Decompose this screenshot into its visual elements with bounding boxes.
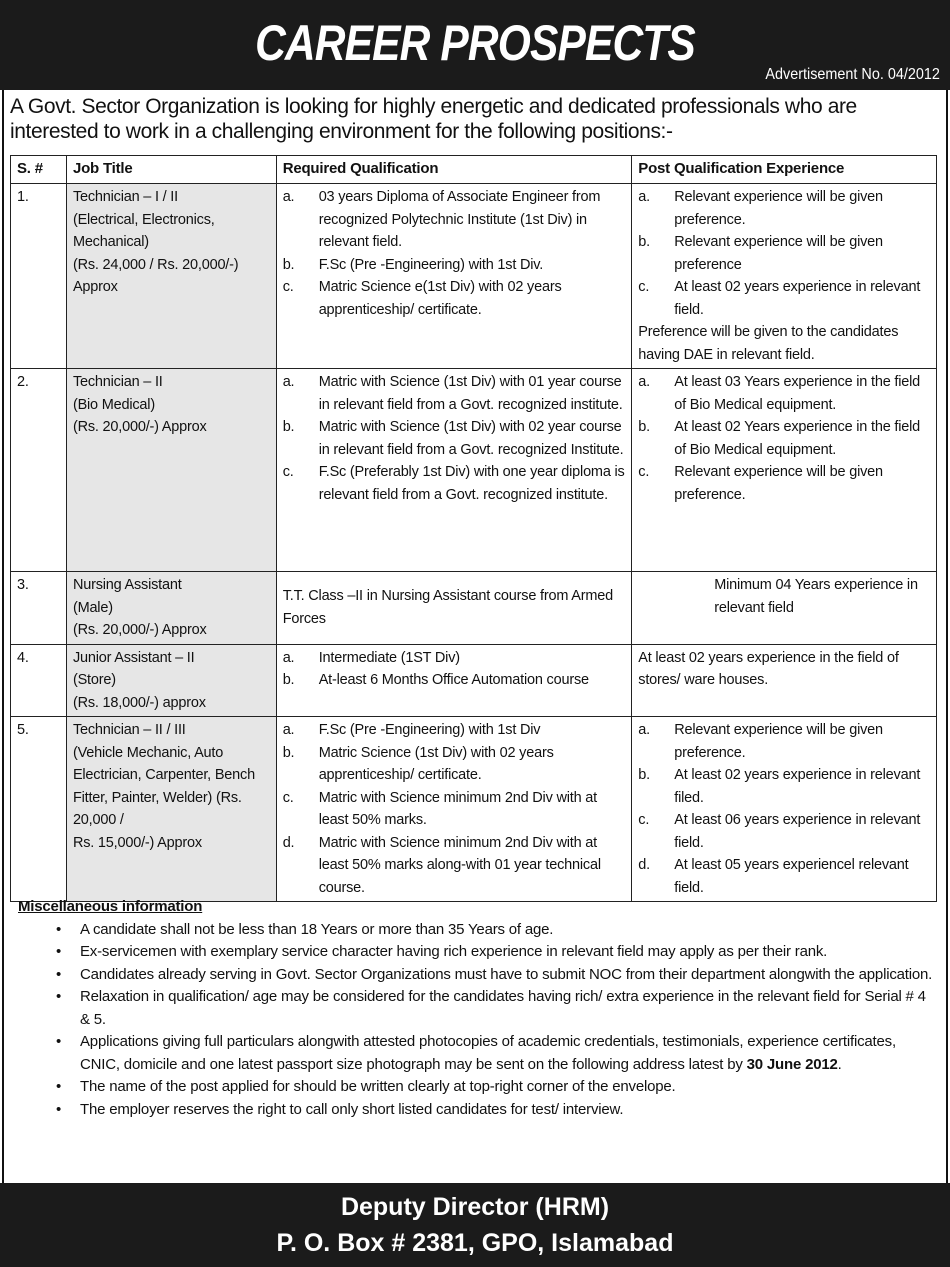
qualification-item [283, 832, 626, 900]
qualification-cell [276, 717, 632, 902]
misc-item-tail: . [837, 1055, 842, 1073]
footer-address [0, 1183, 950, 1267]
item-letter: c. [282, 789, 294, 806]
item-letter: a. [282, 189, 295, 205]
item-letter: b. [638, 767, 650, 783]
item-text: At-least 6 Months Office Automation course [318, 672, 589, 688]
job-title-line: (Vehicle Mechanic, Auto Electrician, Carpenter, Bench Fitter, Painter, Welder) (Rs. 20,000 / [72, 744, 255, 828]
qualification-item [283, 742, 626, 787]
misc-item [56, 1076, 938, 1099]
table-row [11, 644, 937, 717]
experience-item [638, 231, 930, 276]
item-letter: a. [282, 374, 295, 390]
table-row [11, 184, 937, 369]
qualification-cell [276, 572, 632, 645]
misc-item [56, 964, 938, 987]
item-text: F.Sc (Pre -Engineering) with 1st Div [318, 722, 541, 738]
serial-number: 3. [11, 572, 67, 645]
job-title-line: (Rs. 18,000/-) approx [72, 694, 206, 711]
serial-number: 5. [11, 717, 67, 902]
job-title-line: Junior Assistant – II [72, 649, 195, 666]
misc-item [56, 941, 938, 964]
item-text: Relevant experience will be given preference. [674, 722, 883, 761]
misc-list [18, 919, 938, 1122]
qualification-item [283, 647, 626, 670]
job-title-line: (Male) [72, 599, 113, 616]
qualification-item [283, 371, 626, 416]
misc-item [56, 1099, 938, 1122]
misc-item [56, 986, 938, 1031]
item-letter: b. [282, 744, 295, 761]
experience-cell [632, 572, 937, 645]
misc-item-text: Relaxation in qualification/ age may be considered for the candidates having rich/ extra experience in the relevant field for Serial # 4 & 5. [80, 988, 926, 1028]
job-title-cell [66, 572, 276, 645]
table-row [11, 369, 937, 572]
job-title-cell [66, 717, 276, 902]
item-letter: b. [638, 419, 650, 435]
experience-item [638, 719, 930, 764]
table-row [11, 717, 937, 902]
item-letter: d. [282, 834, 295, 851]
item-letter: d. [638, 857, 650, 873]
item-letter: b. [282, 672, 295, 688]
qualification-item [283, 416, 626, 461]
job-title-cell [66, 184, 276, 369]
item-text: Relevant experience will be given preference. [674, 464, 883, 503]
item-text: At least 02 Years experience in the field of Bio Medical equipment. [674, 419, 920, 458]
experience-cell [632, 717, 937, 902]
item-text: At least 06 years experience in relevant field. [674, 812, 921, 851]
item-text: Relevant experience will be given preference [674, 234, 883, 273]
item-letter: c. [638, 812, 650, 828]
qualification-text: T.T. Class –II in Nursing Assistant course from Armed Forces [282, 588, 613, 627]
advertisement-number: Advertisement No. 04/2012 [765, 66, 940, 83]
qualification-cell [276, 644, 632, 717]
job-title-line: Technician – II / III [72, 722, 186, 738]
qualification-cell [276, 369, 632, 572]
item-text: At least 03 Years experience in the field of Bio Medical equipment. [674, 374, 920, 413]
job-title-line: Technician – II [72, 374, 163, 390]
item-letter: c. [638, 279, 650, 295]
item-letter: b. [638, 234, 650, 250]
experience-note: Preference will be given to the candidates having DAE in relevant field. [638, 324, 899, 363]
job-title-line: (Electrical, Electronics, Mechanical) [72, 211, 215, 250]
serial-number: 4. [11, 644, 67, 717]
item-letter: b. [282, 419, 295, 435]
job-title-line: Rs. 15,000/-) Approx [72, 834, 202, 851]
serial-number: 1. [11, 184, 67, 369]
item-text: At least 02 years experience in relevant field. [674, 279, 921, 318]
item-text: Matric with Science (1st Div) with 01 year course in relevant field from a Govt. recognized institute. [318, 374, 623, 413]
experience-item [638, 764, 930, 809]
header-band [0, 0, 950, 90]
job-title-line: Technician – I / II [72, 189, 178, 205]
header-job-title: Job Title [66, 156, 276, 184]
experience-item [638, 461, 930, 506]
misc-item [56, 1031, 938, 1076]
experience-item [638, 809, 930, 854]
item-letter: a. [638, 189, 650, 205]
qualification-item [283, 461, 626, 506]
item-text: Intermediate (1ST Div) [318, 649, 460, 666]
qualification-item [283, 787, 626, 832]
qualification-item [283, 276, 626, 321]
experience-item [638, 416, 930, 461]
experience-item [638, 186, 930, 231]
item-text: Matric Science e(1st Div) with 02 years apprenticeship/ certificate. [318, 279, 562, 318]
item-text: F.Sc (Preferably 1st Div) with one year diploma is relevant field from a Govt. recognized institute. [318, 464, 625, 503]
serial-number: 2. [11, 369, 67, 572]
misc-section [18, 896, 938, 1121]
misc-heading: Miscellaneous information [18, 898, 203, 915]
job-title-cell [66, 369, 276, 572]
header-qualification: Required Qualification [276, 156, 632, 184]
item-text: At least 02 years experience in relevant filed. [674, 767, 921, 806]
footer-contact-title: Deputy Director (HRM) [340, 1193, 610, 1221]
item-letter: a. [638, 722, 650, 738]
item-letter: a. [282, 722, 295, 738]
item-letter: a. [282, 649, 295, 666]
header-sn: S. # [11, 156, 67, 184]
job-title-cell [66, 644, 276, 717]
item-letter: a. [638, 374, 650, 390]
item-letter: c. [282, 279, 294, 295]
misc-item-text: The name of the post applied for should be written clearly at top-right corner of the envelope. [80, 1078, 676, 1095]
item-letter: c. [638, 464, 650, 480]
footer-po-box: P. O. Box # 2381, GPO, Islamabad [276, 1229, 674, 1257]
item-letter: c. [282, 464, 294, 480]
experience-cell [632, 644, 937, 717]
experience-item [638, 276, 930, 321]
qualification-item [283, 186, 626, 254]
item-text: Matric with Science minimum 2nd Div with at least 50% marks along-with 01 year technical course. [318, 834, 601, 896]
job-title-line: (Store) [72, 672, 116, 688]
misc-item-text: The employer reserves the right to call only short listed candidates for test/ interview. [80, 1100, 624, 1118]
misc-item-text: Ex-servicemen with exemplary service character having rich experience in relevant field may apply as per their rank. [80, 943, 828, 960]
experience-cell [632, 184, 937, 369]
table-row [11, 572, 937, 645]
experience-cell [632, 369, 937, 572]
misc-item [56, 919, 938, 942]
table-header-row [11, 156, 937, 184]
qualification-item [283, 669, 626, 692]
job-title-line: (Rs. 24,000 / Rs. 20,000/-) Approx [72, 256, 239, 295]
page-title: CAREER PROSPECTS [255, 15, 695, 71]
qualification-item [283, 719, 626, 742]
job-title-line: (Rs. 20,000/-) Approx [72, 419, 207, 435]
header-experience: Post Qualification Experience [632, 156, 937, 184]
item-text: Relevant experience will be given preference. [674, 189, 883, 228]
experience-text: At least 02 years experience in the field of stores/ ware houses. [638, 649, 899, 688]
misc-item-text: Candidates already serving in Govt. Sector Organizations must have to submit NOC from their department alongwith the application. [80, 965, 933, 983]
item-text: 03 years Diploma of Associate Engineer from recognized Polytechnic Institute (1st Div) in relevant field. [318, 189, 601, 250]
job-title-line: (Rs. 20,000/-) Approx [72, 622, 207, 638]
positions-table [10, 155, 937, 902]
item-text: Matric with Science minimum 2nd Div with at least 50% marks. [318, 789, 597, 828]
item-text: Matric with Science (1st Div) with 02 year course in relevant field from a Govt. recognized Institute. [318, 419, 624, 458]
misc-item-text: Applications giving full particulars alongwith attested photocopies of academic credentials, testimonials, experience certificates, CNIC, domicile and one latest passport size photograph may be sent on the following address latest by [80, 1033, 896, 1073]
experience-item [638, 371, 930, 416]
item-letter: b. [282, 256, 295, 273]
qualification-item [283, 254, 626, 277]
misc-item-text: A candidate shall not be less than 18 Years or more than 35 Years of age. [80, 920, 554, 938]
misc-item-deadline: 30 June 2012 [746, 1055, 838, 1073]
job-title-line: (Bio Medical) [72, 396, 155, 413]
item-text: F.Sc (Pre -Engineering) with 1st Div. [318, 256, 544, 273]
experience-text: Minimum 04 Years experience in relevant field [714, 577, 918, 616]
intro-text: A Govt. Sector Organization is looking for highly energetic and dedicated professionals who are interested to work in a challenging environment for the following positions:- [10, 95, 857, 143]
item-text: At least 05 years experiencel relevant field. [674, 857, 909, 896]
qualification-cell [276, 184, 632, 369]
experience-item [638, 854, 930, 899]
job-title-line: Nursing Assistant [72, 577, 182, 593]
item-text: Matric Science (1st Div) with 02 years apprenticeship/ certificate. [318, 744, 554, 783]
